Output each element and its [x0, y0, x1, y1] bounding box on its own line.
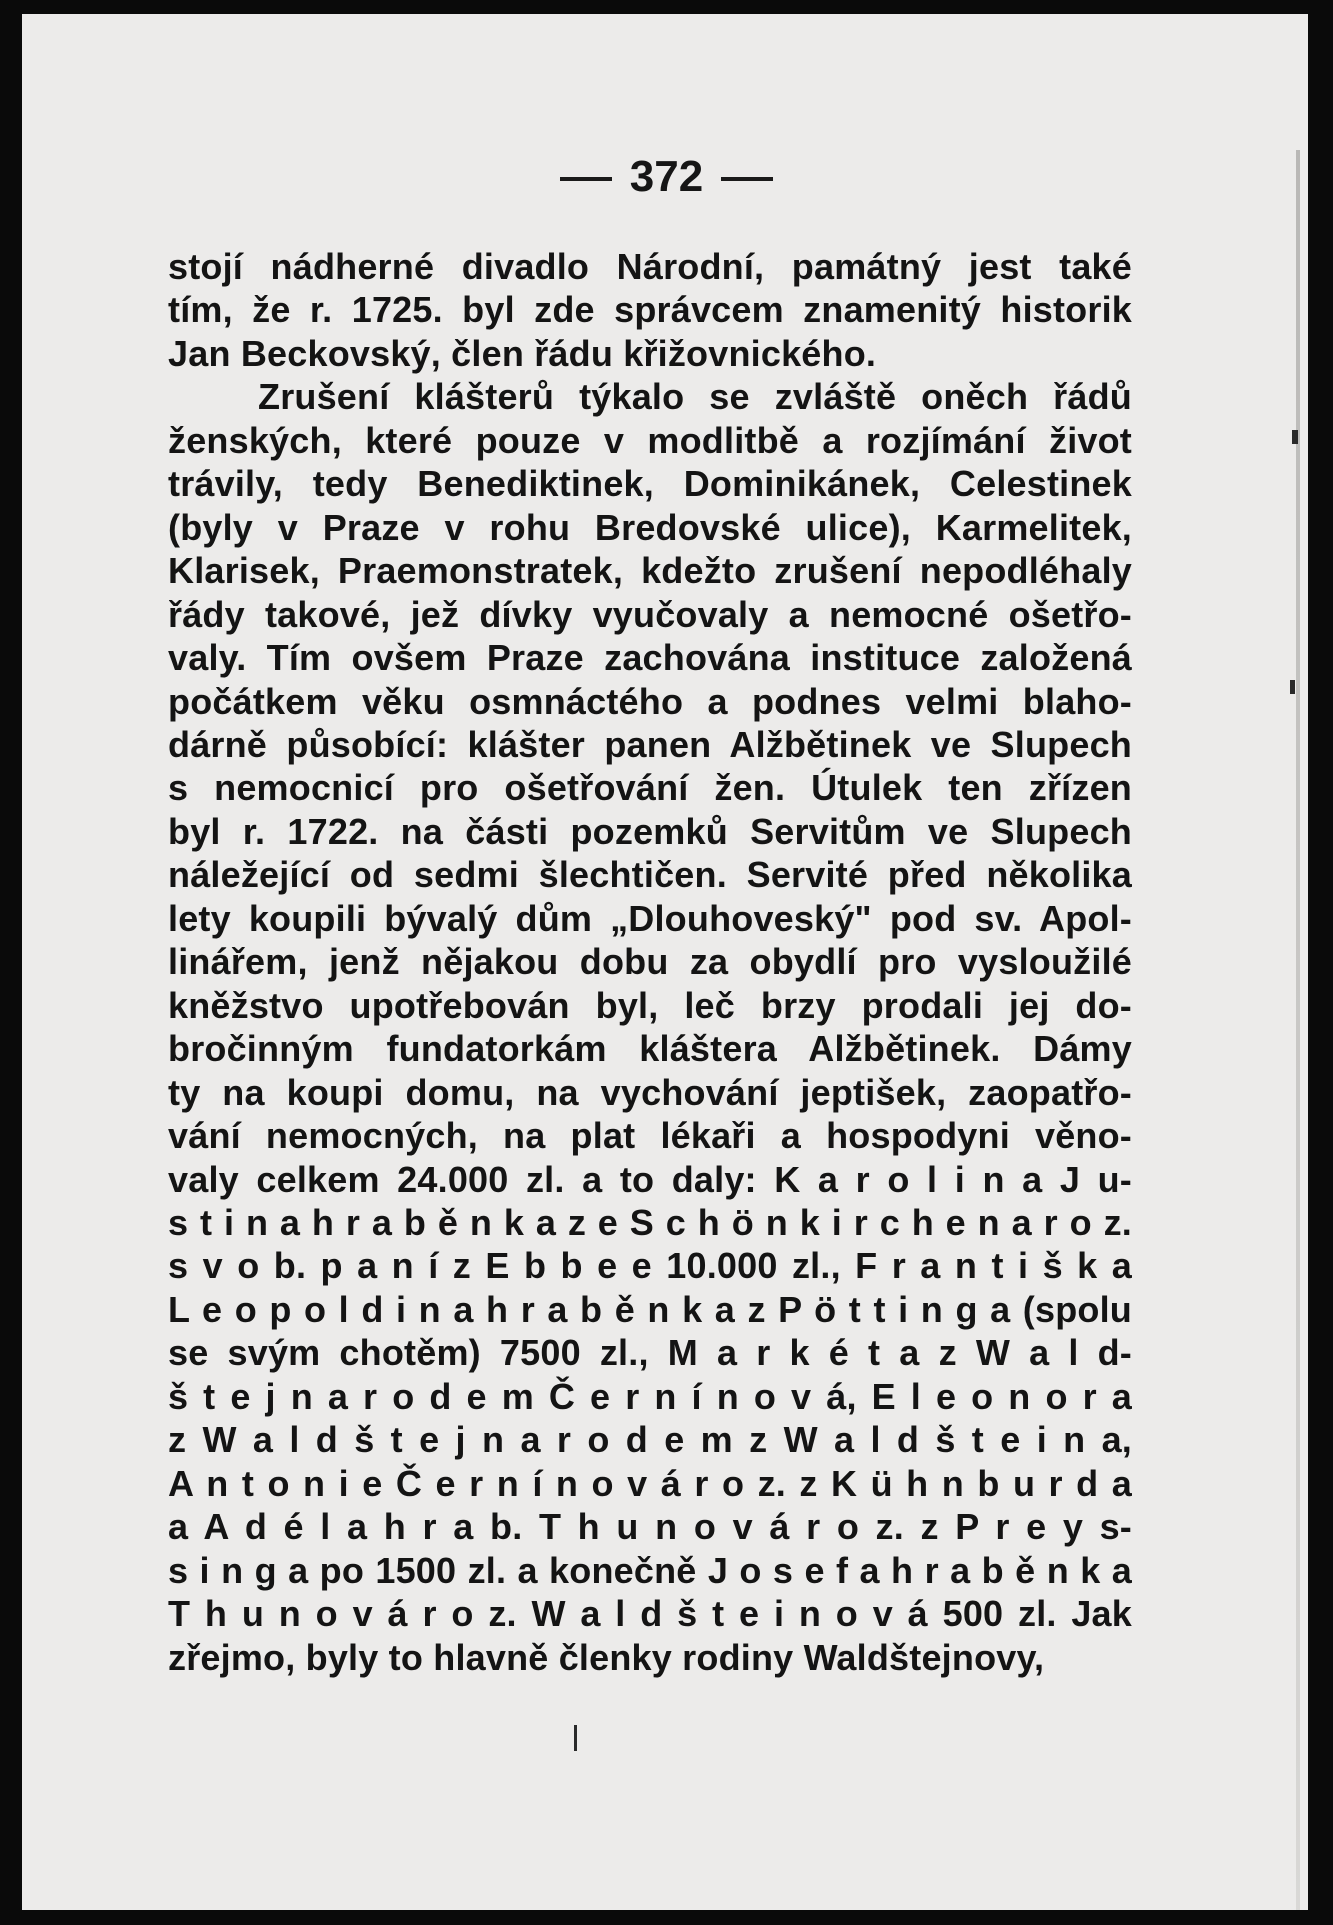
- text-line: dárně působící: klášter panen Alžbětinek ve Slupech: [168, 723, 1132, 765]
- text-line: L e o p o l d i n a h r a b ě n k a z P ö t t i n g a (spolu: [168, 1288, 1132, 1330]
- text-line: Zrušení klášterů týkalo se zvláště oněch řádů: [258, 376, 1132, 418]
- body-text: [168, 245, 1132, 1679]
- text-line: (byly v Praze v rohu Bredovské ulice), Karmelitek,: [168, 506, 1132, 548]
- text-line: ty na koupi domu, na vychování jeptišek, zaopatřo-: [168, 1071, 1132, 1113]
- text-line: Jan Beckovský, člen řádu křižovnického.: [168, 332, 877, 374]
- text-line: trávily, tedy Benediktinek, Dominikánek, Celestinek: [168, 463, 1132, 505]
- text-line: bročinným fundatorkám kláštera Alžbětinek. Dámy: [168, 1028, 1132, 1070]
- text-line: počátkem věku osmnáctého a podnes velmi blaho-: [168, 680, 1132, 722]
- text-line: Klarisek, Praemonstratek, kdežto zrušení nepodléhaly: [168, 550, 1132, 592]
- text-line: lety koupili bývalý dům „Dlouhoveský" pod sv. Apol-: [168, 897, 1132, 939]
- text-line: valy celkem 24.000 zl. a to daly: K a r o l i n a J u-: [168, 1158, 1132, 1200]
- text-line: vání nemocných, na plat lékaři a hospodyni věno-: [168, 1115, 1132, 1157]
- text-line: A n t o n i e Č e r n í n o v á r o z. z K ü h n b u r d a: [168, 1462, 1132, 1504]
- text-line: řády takové, jež dívky vyučovaly a nemocné ošetřo-: [168, 593, 1132, 635]
- text-line: s i n g a po 1500 zl. a konečně J o s e f a h r a b ě n k a: [168, 1549, 1132, 1591]
- text-line: byl r. 1722. na části pozemků Servitům ve Slupech: [168, 810, 1132, 852]
- text-line: se svým chotěm) 7500 zl., M a r k é t a z W a l d-: [168, 1332, 1132, 1374]
- text-line: zřejmo, byly to hlavně členky rodiny Waldštejnovy,: [168, 1636, 1045, 1678]
- text-line: stojí nádherné divadlo Národní, památný jest také: [168, 246, 1132, 287]
- scan-speck: [1292, 430, 1298, 444]
- text-line: a A d é l a h r a b. T h u n o v á r o z. z P r e y s-: [168, 1506, 1132, 1548]
- scan-speck: [1290, 680, 1295, 694]
- text-line: linářem, jenž nějakou dobu za obydlí pro vysloužilé: [168, 941, 1132, 983]
- text-line: s t i n a h r a b ě n k a z e S c h ö n k i r c h e n a r o z.: [168, 1201, 1132, 1243]
- page-number: 372: [629, 152, 704, 201]
- header-dash-right: [721, 177, 773, 181]
- page-fold-shadow: [1296, 150, 1300, 1910]
- text-line: tím, že r. 1725. byl zde správcem znamenitý historik: [168, 289, 1132, 331]
- text-line: s v o b. p a n í z E b b e e 10.000 zl., F r a n t i š k a: [168, 1245, 1132, 1287]
- text-line: ženských, které pouze v modlitbě a rozjímání život: [168, 419, 1132, 461]
- text-line: s nemocnicí pro ošetřování žen. Útulek ten zřízen: [168, 767, 1132, 809]
- text-line: š t e j n a r o d e m Č e r n í n o v á, E l e o n o r a: [168, 1375, 1132, 1417]
- text-line: kněžstvo upotřebován byl, leč brzy prodali jej do-: [168, 984, 1132, 1026]
- text-line: valy. Tím ovšem Praze zachována instituce založená: [168, 637, 1132, 679]
- page-header: [0, 152, 1333, 202]
- text-line: T h u n o v á r o z. W a l d š t e i n o v á 500 zl. Jak: [168, 1593, 1132, 1635]
- scan-speck: [574, 1725, 577, 1751]
- text-line: z W a l d š t e j n a r o d e m z W a l d š t e i n a,: [168, 1419, 1132, 1461]
- header-dash-left: [560, 177, 612, 181]
- text-line: náležející od sedmi šlechtičen. Servité před několika: [168, 854, 1132, 896]
